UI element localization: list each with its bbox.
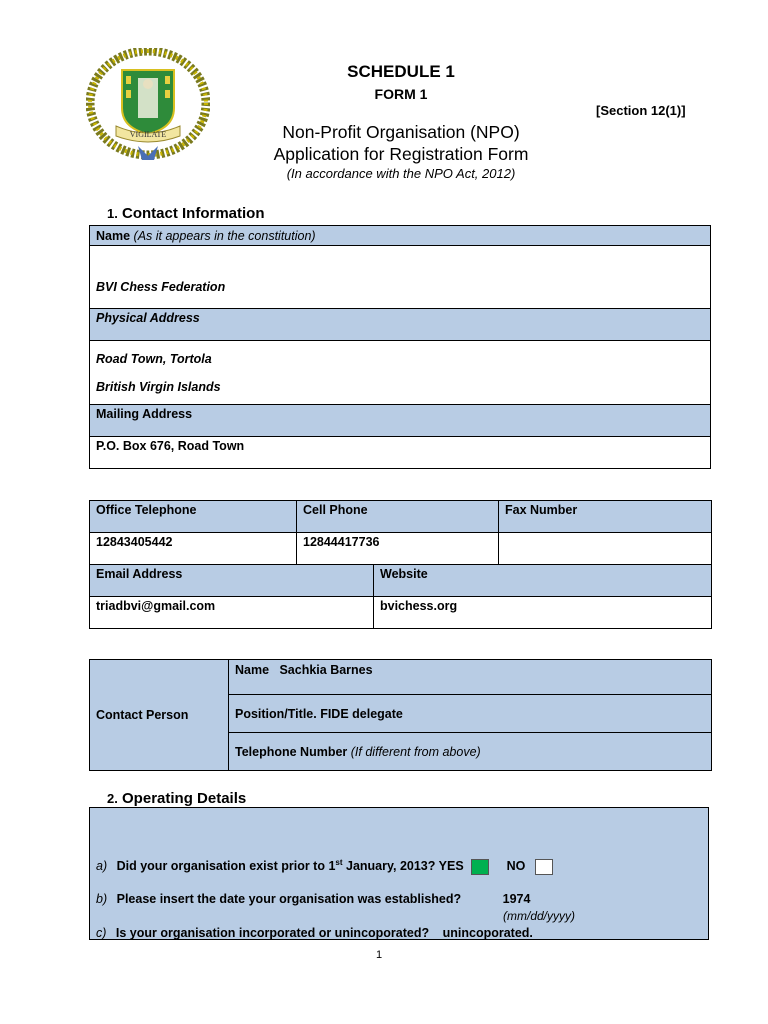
section-2-number: 2. — [107, 791, 118, 806]
question-a-text-pre: Did your organisation exist prior to 1 — [116, 859, 336, 874]
section-2-heading — [107, 790, 246, 807]
email-address-label: Email Address — [96, 567, 183, 581]
fax-number-field[interactable] — [499, 533, 712, 565]
operating-details-box — [89, 807, 709, 940]
contact-person-position-field[interactable] — [229, 695, 712, 733]
website-label: Website — [380, 567, 428, 581]
contact-person-label-cell — [90, 660, 229, 771]
contact-person-name-field[interactable] — [229, 660, 712, 695]
name-label: Name — [96, 228, 131, 243]
fax-number-label-cell — [499, 501, 712, 533]
physical-address-line-2: British Virgin Islands — [96, 379, 221, 394]
contact-person-label: Contact Person — [96, 708, 189, 722]
form-title-line-2: Application for Registration Form — [273, 144, 529, 164]
phone-email-table — [89, 500, 712, 629]
form-title — [200, 121, 602, 165]
contact-person-telephone-field[interactable] — [229, 733, 712, 771]
contact-person-name: Name Sachkia Barnes — [235, 663, 373, 677]
section-2-title: Operating Details — [122, 790, 247, 807]
email-address-label-cell — [90, 565, 374, 597]
contact-person-position: Position/Title. FIDE delegate — [235, 706, 403, 721]
physical-address-line-1: Road Town, Tortola — [96, 351, 212, 366]
website-value: bvichess.org — [380, 599, 458, 613]
mailing-address-label-cell — [90, 405, 711, 437]
physical-address-label: Physical Address — [96, 311, 200, 325]
question-c-label: c) — [96, 926, 107, 940]
office-telephone-label-cell — [90, 501, 297, 533]
cell-phone-field[interactable] — [297, 533, 499, 565]
question-b-text: Please insert the date your organisation was established? — [116, 892, 462, 906]
section-reference: [Section 12(1)] — [596, 103, 686, 118]
email-address-field[interactable] — [90, 597, 374, 629]
contact-person-telephone-hint: (If different from above) — [350, 744, 481, 759]
name-label-cell — [90, 226, 711, 246]
question-c-text: Is your organisation incorporated or unincoporated? — [115, 926, 430, 940]
question-a-label: a) — [96, 859, 108, 874]
email-address-value: triadbvi@gmail.com — [96, 599, 216, 613]
website-field[interactable] — [374, 597, 712, 629]
contact-person-telephone-label: Telephone Number — [235, 744, 348, 759]
incorporation-value[interactable]: unincoporated. — [442, 926, 533, 940]
section-1-title: Contact Information — [122, 205, 265, 222]
bvi-coat-of-arms-seal — [86, 48, 210, 166]
fax-number-label: Fax Number — [505, 503, 578, 517]
contact-information-table — [89, 225, 711, 469]
website-label-cell — [374, 565, 712, 597]
section-1-number: 1. — [107, 206, 118, 221]
question-b — [96, 892, 530, 906]
question-a — [96, 858, 553, 875]
office-telephone-field[interactable] — [90, 533, 297, 565]
established-date-value[interactable]: 1974 — [502, 892, 531, 906]
question-a-sup: st — [335, 858, 343, 867]
no-checkbox[interactable] — [535, 859, 553, 875]
name-value: BVI Chess Federation — [96, 280, 226, 294]
seal-motto: VIGILATE — [129, 130, 167, 139]
form-subtitle: (In accordance with the NPO Act, 2012) — [286, 166, 516, 181]
mailing-address-value: P.O. Box 676, Road Town — [96, 439, 245, 453]
office-telephone-label: Office Telephone — [96, 503, 197, 517]
office-telephone-value: 12843405442 — [96, 535, 173, 549]
mailing-address-field[interactable] — [90, 437, 711, 469]
mailing-address-label: Mailing Address — [96, 407, 193, 421]
name-field[interactable] — [90, 246, 711, 309]
question-b-label: b) — [96, 892, 108, 906]
question-c — [96, 926, 533, 940]
section-1-heading — [107, 205, 265, 222]
no-label: NO — [506, 859, 526, 874]
cell-phone-label-cell — [297, 501, 499, 533]
page-number: 1 — [376, 949, 383, 961]
form-heading: FORM 1 — [374, 86, 428, 102]
form-title-line-1: Non-Profit Organisation (NPO) — [282, 122, 520, 142]
name-hint: (As it appears in the constitution) — [133, 228, 316, 243]
question-a-text-post: January, 2013? YES — [342, 859, 464, 874]
cell-phone-label: Cell Phone — [303, 503, 368, 517]
schedule-heading: SCHEDULE 1 — [347, 62, 455, 81]
yes-checkbox[interactable] — [471, 859, 489, 875]
cell-phone-value: 12844417736 — [303, 535, 380, 549]
contact-person-table — [89, 659, 712, 771]
physical-address-field[interactable] — [90, 341, 711, 405]
date-format-hint: (mm/dd/yyyy) — [503, 909, 575, 923]
physical-address-label-cell — [90, 309, 711, 341]
